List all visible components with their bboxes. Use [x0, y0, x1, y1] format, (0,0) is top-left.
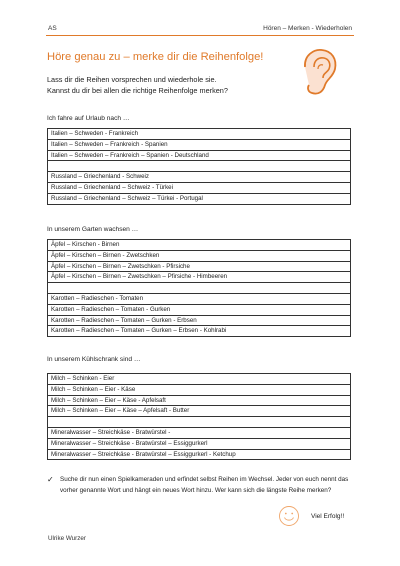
table-row: Russland – Griechenland – Schweiz - Türkei [47, 183, 351, 194]
table-row: Italien – Schweden – Frankreich – Spanien - Deutschland [47, 151, 351, 162]
table-row: Italien – Schweden - Frankreich [47, 129, 351, 140]
table-row: Äpfel – Kirschen – Birnen - Zwetschken [47, 251, 351, 262]
table-kuehlschrank [47, 373, 351, 460]
table-row: Milch – Schinken – Eier – Käse - Apfelsaft [47, 396, 351, 407]
page-title: Höre genau zu – merke dir die Reihenfolge! [47, 51, 264, 63]
author-name: Ulrike Wurzer [48, 535, 87, 542]
table-garten [47, 239, 351, 337]
table-row: Äpfel – Kirschen – Birnen – Zwetschken - Pfirsiche [47, 262, 351, 273]
checkmark-icon: ✓ [47, 475, 54, 484]
section-label-kuehlschrank: In unserem Kühlschrank sind … [47, 356, 141, 363]
table-row: Mineralwasser – Streichkäse - Bratwürstel – Essiggurkerl - Ketchup [47, 450, 351, 461]
table-row [47, 417, 351, 428]
table-row: Russland – Griechenland - Schweiz [47, 172, 351, 183]
table-row: Mineralwasser – Streichkäse - Bratwürstel - [47, 428, 351, 439]
header-right: Hören – Merken - Wiederholen [263, 25, 352, 32]
header-divider [46, 35, 354, 36]
table-row: Russland – Griechenland – Schweiz – Türkei - Portugal [47, 194, 351, 205]
closing-message: Viel Erfolg!! [311, 513, 345, 520]
table-urlaub [47, 128, 351, 205]
section-label-garten: In unserem Garten wachsen … [47, 226, 139, 233]
table-row: Mineralwasser – Streichkäse - Bratwürstel – Essiggurkerl [47, 439, 351, 450]
ear-icon [296, 47, 340, 97]
smiley-icon [278, 505, 300, 527]
table-row: Milch – Schinken – Eier – Käse – Apfelsaft - Butter [47, 406, 351, 417]
table-row: Karotten – Radieschen - Tomaten [47, 294, 351, 305]
intro-text [47, 74, 228, 96]
table-row: Milch – Schinken - Eier [47, 374, 351, 385]
table-row: Äpfel – Kirschen – Birnen – Zwetschken – Pfirsiche - Himbeeren [47, 272, 351, 283]
table-row: Karotten – Radieschen – Tomaten – Gurken – Erbsen - Kohlrabi [47, 326, 351, 337]
table-row: Äpfel – Kirschen - Birnen [47, 240, 351, 251]
table-row: Italien – Schweden – Frankreich - Spanien [47, 140, 351, 151]
task-instruction [47, 474, 357, 496]
intro-line-1: Lass dir die Reihen vorsprechen und wiederhole sie. [47, 75, 217, 84]
table-row: Karotten – Radieschen – Tomaten – Gurken - Erbsen [47, 316, 351, 327]
intro-line-2: Kannst du dir bei allen die richtige Reihenfolge merken? [47, 86, 228, 95]
table-row: Karotten – Radieschen – Tomaten - Gurken [47, 305, 351, 316]
header-left: AS [48, 25, 57, 32]
section-label-urlaub: Ich fahre auf Urlaub nach … [47, 115, 130, 122]
table-row: Milch – Schinken – Eier - Käse [47, 385, 351, 396]
table-row [47, 161, 351, 172]
table-row [47, 283, 351, 294]
task-text: Suche dir nun einen Spielkameraden und erfindet selbst Reihen im Wechsel. Jeder von euch nennt das vorher genannte Wort und hängt ein neues Wort hinzu. Wer kann sich die längste Reihe merken? [60, 476, 349, 495]
